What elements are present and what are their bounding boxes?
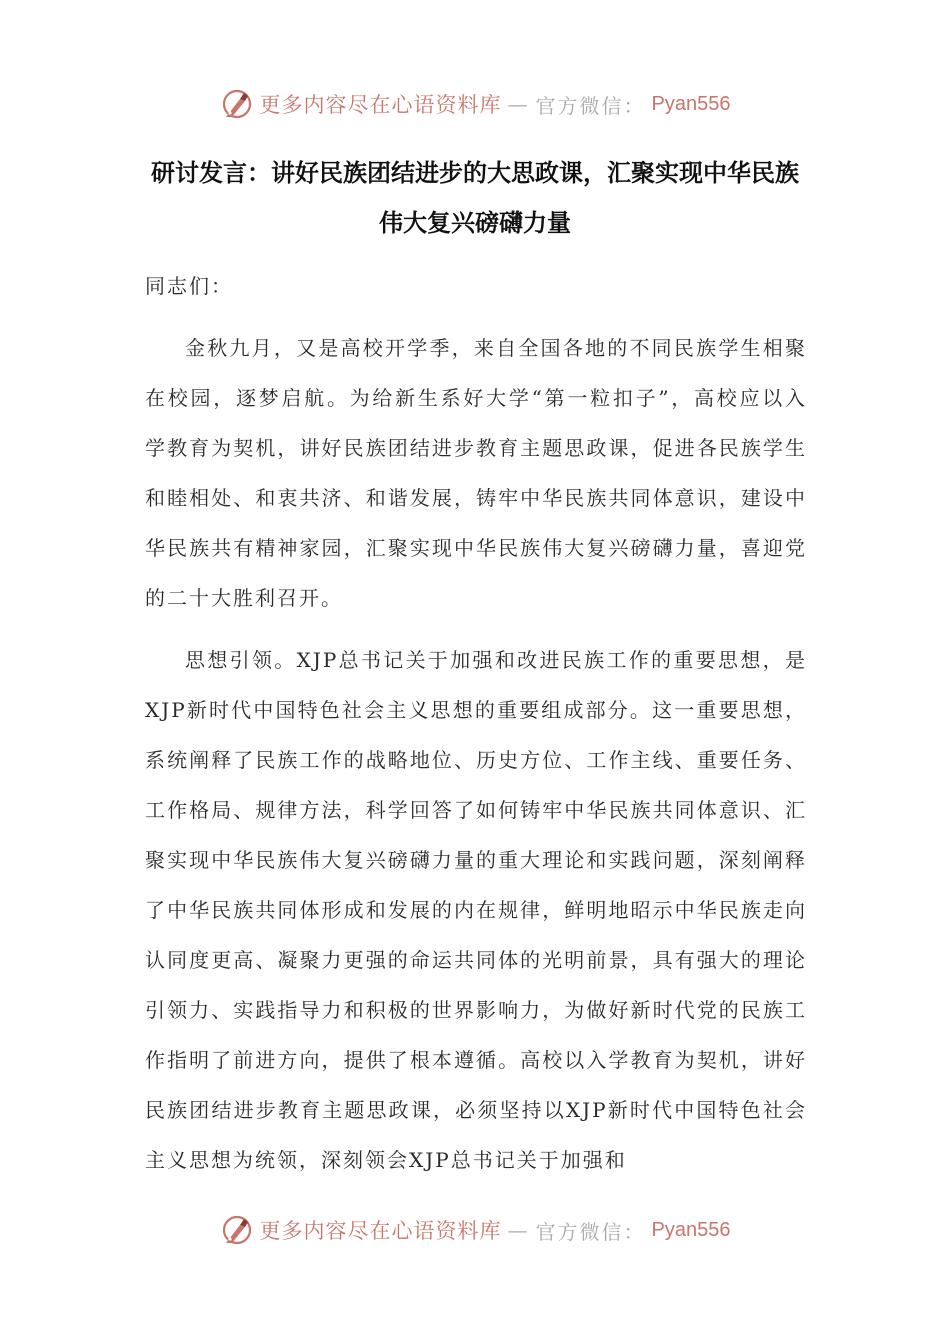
banner-contact-id: Pyan556: [651, 92, 731, 115]
footer-dash: —: [507, 1218, 530, 1242]
footer-brand-text: 更多内容尽在心语资料库: [259, 1219, 502, 1243]
banner-dash: —: [507, 92, 530, 116]
banner-brand-text: 更多内容尽在心语资料库: [259, 93, 502, 117]
salutation: 同志们：: [145, 274, 233, 298]
footer-contact-id: Pyan556: [651, 1218, 731, 1241]
pen-logo-icon: [220, 1213, 254, 1247]
pen-logo-icon: [220, 87, 254, 121]
footer-contact-label: 官方微信：: [535, 1219, 646, 1244]
footer-banner: [0, 1208, 950, 1252]
paragraph-2: 思想引领。XJP总书记关于加强和改进民族工作的重要思想，是XJP新时代中国特色社会主义思想的重要组成部分。这一重要思想，系统阐释了民族工作的战略地位、历史方位、工作主线、重要任务、工作格局、规律方法，科学回答了如何铸牢中华民族共同体意识、汇聚实现中华民族伟大复兴磅礴力量的重大理论和实践问题，深刻阐释了中华民族共同体形成和发展的内在规律，鲜明地昭示中华民族走向认同度更高、凝聚力更强的命运共同体的光明前景，具有强大的理论引领力、实践指导力和积极的世界影响力，为做好新时代党的民族工作指明了前进方向，提供了根本遵循。高校以入学教育为契机，讲好民族团结进步教育主题思政课，必须坚持以XJP新时代中国特色社会主义思想为统领，深刻领会XJP总书记关于加强和: [145, 648, 807, 1172]
banner-contact-label: 官方微信：: [535, 93, 646, 118]
paragraph-1: 金秋九月，又是高校开学季，来自全国各地的不同民族学生相聚在校园，逐梦启航。为给新生系好大学“第一粒扣子”，高校应以入学教育为契机，讲好民族团结进步教育主题思政课，促进各民族学生和睦相处、和衷共济、和谐发展，铸牢中华民族共同体意识，建设中华民族共有精神家园，汇聚实现中华民族伟大复兴磅礴力量，喜迎党的二十大胜利召开。: [145, 336, 807, 610]
document-body: [145, 261, 807, 1197]
document-title: 研讨发言：讲好民族团结进步的大思政课，汇聚实现中华民族伟大复兴磅礴力量: [151, 159, 799, 237]
header-banner: [0, 82, 950, 126]
